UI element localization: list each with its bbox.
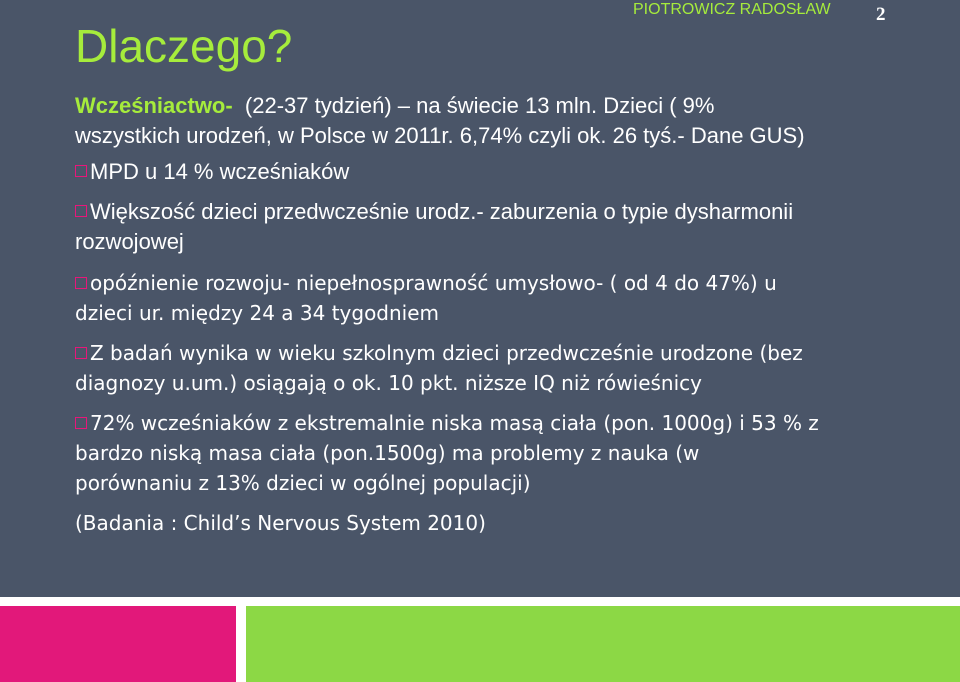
lead-paragraph <box>75 91 935 151</box>
slide-content <box>75 91 935 538</box>
bullet-item <box>75 338 935 398</box>
bullet-text-cont: dzieci ur. między 24 a 34 tygodniem <box>75 301 440 325</box>
bullet-text: MPD u 14 % wcześniaków <box>90 159 350 184</box>
square-bullet-icon <box>75 205 87 217</box>
lead-text-line2: wszystkich urodzeń, w Polsce w 2011r. 6,74% czyli ok. 26 tyś.- Dane GUS) <box>75 123 805 148</box>
bullet-text-cont: rozwojowej <box>75 229 184 254</box>
source-text: (Badania : Child’s Nervous System 2010) <box>75 511 486 535</box>
bullet-item <box>75 408 935 498</box>
lead-highlight: Wcześniactwo- <box>75 93 233 118</box>
bullet-text: Większość dzieci przedwcześnie urodz.- zaburzenia o typie dysharmonii <box>90 199 794 224</box>
slide-title: Dlaczego? <box>75 20 293 72</box>
bullet-text-cont: diagnozy u.um.) osiągają o ok. 10 pkt. niższe IQ niż rówieśnicy <box>75 371 702 395</box>
bullet-text: opóźnienie rozwoju- niepełnosprawność umysłowo- ( od 4 do 47%) u <box>90 271 777 295</box>
bullet-item <box>75 157 935 187</box>
bullet-item <box>75 268 935 328</box>
page-number: 2 <box>876 4 886 25</box>
bullet-item <box>75 197 935 257</box>
footer-green-bar <box>246 606 960 682</box>
bullet-text: Z badań wynika w wieku szkolnym dzieci przedwcześnie urodzone (bez <box>90 341 803 365</box>
source-citation <box>75 508 935 538</box>
lead-text-line1: (22-37 tydzień) – na świecie 13 mln. Dzieci ( 9% <box>232 93 715 118</box>
square-bullet-icon <box>75 277 87 289</box>
square-bullet-icon <box>75 347 87 359</box>
bullet-text: 72% wcześniaków z ekstremalnie niska masą ciała (pon. 1000g) i 53 % z <box>90 411 819 435</box>
square-bullet-icon <box>75 165 87 177</box>
square-bullet-icon <box>75 417 87 429</box>
bullet-text-cont: bardzo niską masa ciała (pon.1500g) ma problemy z nauka (w <box>75 441 700 465</box>
bullet-text-cont: porównaniu z 13% dzieci w ogólnej populacji) <box>75 471 531 495</box>
author-name: PIOTROWICZ RADOSŁAW <box>633 1 831 18</box>
footer-pink-bar <box>0 606 236 682</box>
